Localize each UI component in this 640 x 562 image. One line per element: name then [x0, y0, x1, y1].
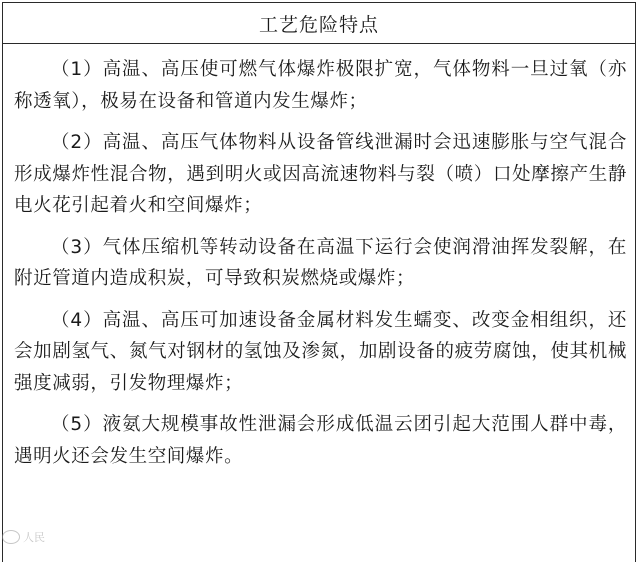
hazard-item-2: （2）高温、高压气体物料从设备管线泄漏时会迅速膨胀与空气混合形成爆炸性混合物，遇到明火或因高流速物料与裂（喷）口处摩擦产生静电火花引起着火和空间爆炸； [14, 132, 627, 216]
hazard-table [2, 2, 636, 562]
watermark-logo-icon [2, 530, 20, 544]
hazard-item-4: （4）高温、高压可加速设备金属材料发生蠕变、改变金相组织，还会加剧氢气、氮气对钢材的氢蚀及渗氮，加剧设备的疲劳腐蚀，使其机械强度减弱，引发物理爆炸； [14, 309, 627, 394]
watermark-text: 人民 [23, 531, 45, 544]
hazard-item-1: （1）高温、高压使可燃气体爆炸极限扩宽，气体物料一旦过氧（亦称透氧），极易在设备和管道内发生爆炸； [14, 59, 627, 112]
hazard-item-3: （3）气体压缩机等转动设备在高温下运行会使润滑油挥发裂解，在附近管道内造成积炭，可导致积炭燃烧或爆炸； [14, 236, 627, 289]
hazard-item-5: （5）液氨大规模事故性泄漏会形成低温云团引起大范围人群中毒，遇明火还会发生空间爆炸。 [14, 414, 627, 467]
watermark [2, 529, 45, 545]
table-body [3, 44, 635, 472]
table-header: 工艺危险特点 [3, 3, 635, 44]
